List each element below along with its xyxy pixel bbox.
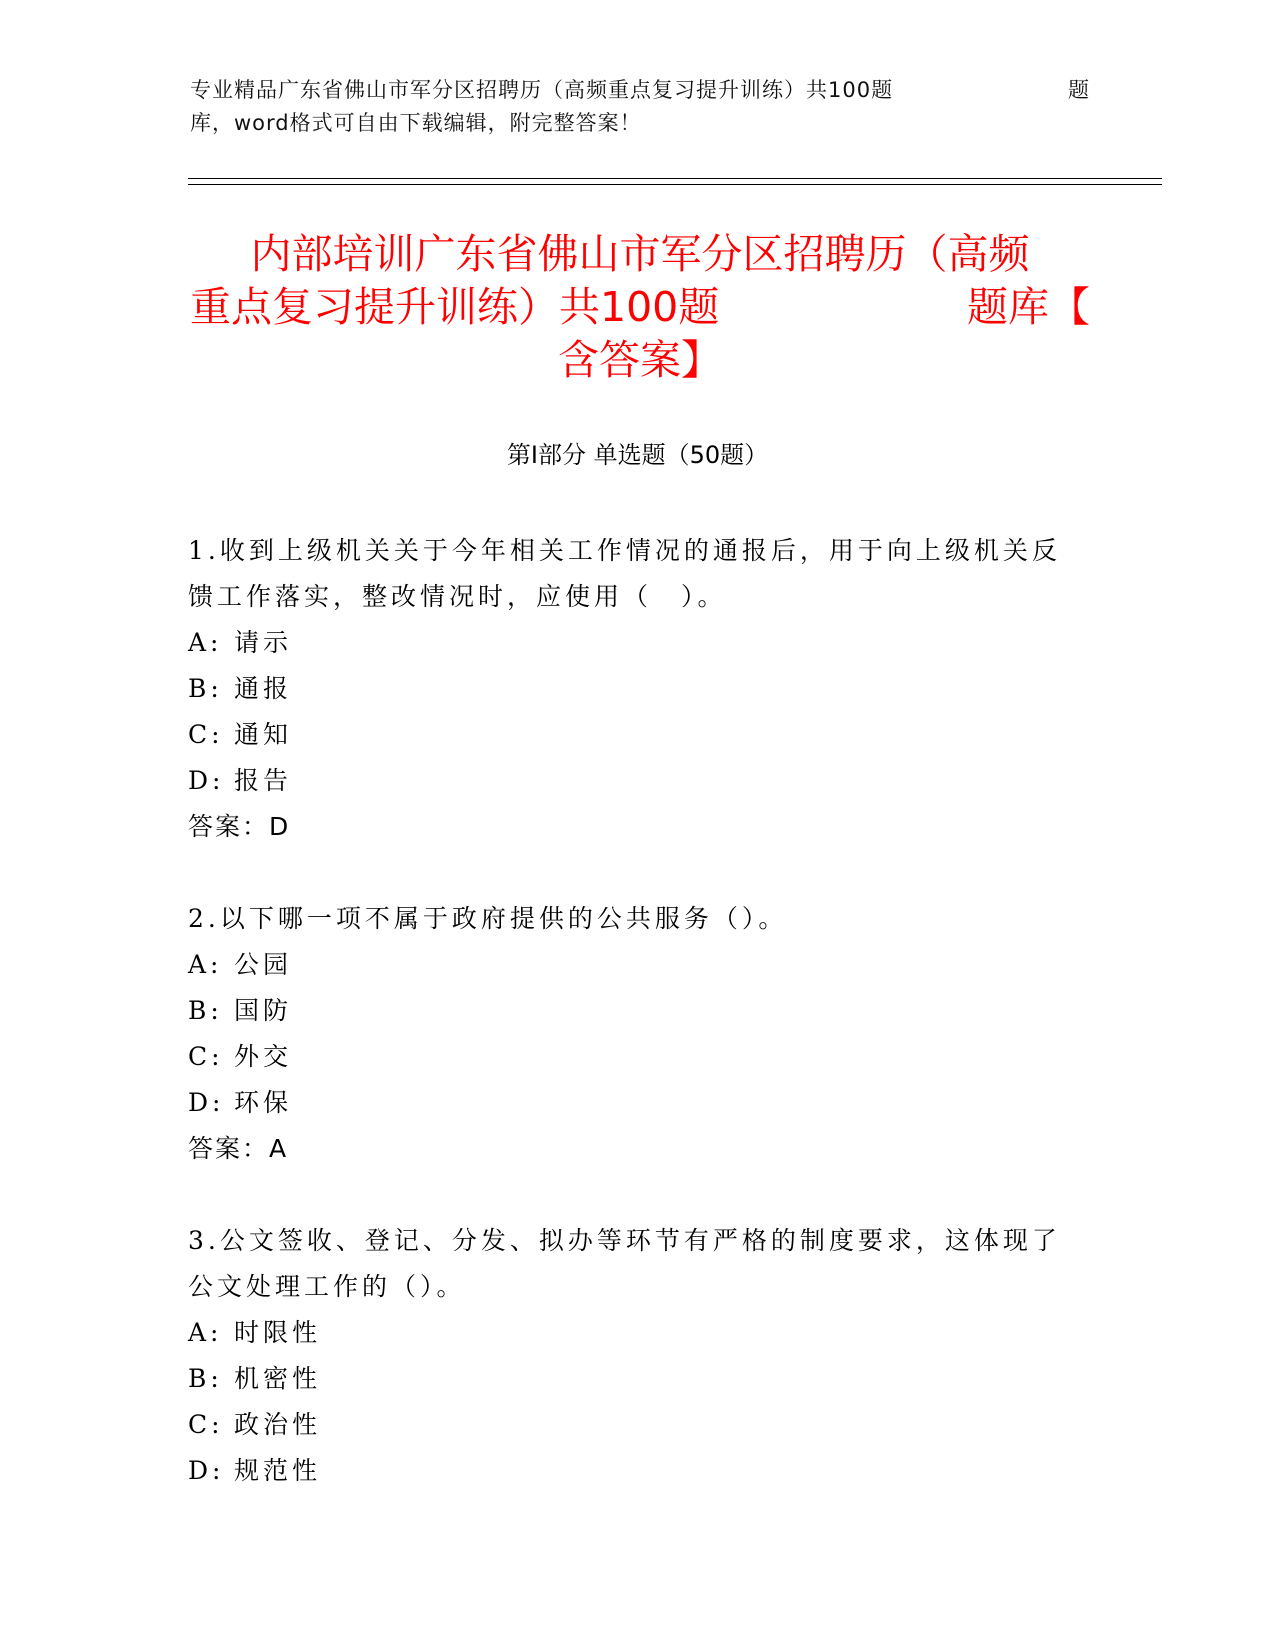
header-note-line1 (190, 74, 1090, 107)
title-line-2 (190, 281, 1090, 334)
option-text: 报告 (234, 766, 293, 795)
answer-line: 答案：A (188, 1134, 289, 1163)
option-a (188, 942, 1068, 988)
header-note (190, 74, 1090, 140)
header-note-line1-right: 题 (1068, 78, 1090, 102)
title-line-1: 内部培训广东省佛山市军分区招聘历（高频 (250, 230, 1030, 278)
option-letter: D: (188, 766, 225, 795)
option-b (188, 666, 1068, 712)
option-letter: C: (188, 1042, 224, 1071)
option-text: 规范性 (234, 1456, 322, 1485)
option-letter: C: (188, 1410, 224, 1439)
question-2 (188, 896, 1068, 1218)
option-letter: A: (188, 628, 223, 657)
title-line-2-left: 重点复习提升训练）共100题 (190, 283, 720, 331)
option-d (188, 1448, 1068, 1494)
question-spacer (188, 850, 1068, 896)
header-divider-bottom (188, 184, 1162, 185)
section-heading: 第I部分 单选题（50题） (506, 441, 769, 469)
option-letter: B: (188, 674, 223, 703)
document-title (190, 228, 1090, 387)
option-c (188, 1034, 1068, 1080)
question-list (188, 528, 1068, 1494)
question-stem: 2.以下哪一项不属于政府提供的公共服务（）。 (188, 904, 788, 933)
option-d (188, 1080, 1068, 1126)
option-letter: A: (188, 1318, 223, 1347)
header-note-line1-left: 专业精品广东省佛山市军分区招聘历（高频重点复习提升训练）共100题 (190, 78, 894, 102)
option-text: 时限性 (234, 1318, 322, 1347)
question-3 (188, 1218, 1068, 1494)
option-text: 外交 (234, 1042, 293, 1071)
option-text: 通报 (234, 674, 293, 703)
option-text: 机密性 (234, 1364, 322, 1393)
option-a (188, 620, 1068, 666)
option-letter: D: (188, 1088, 225, 1117)
question-stem: 3.公文签收、登记、分发、拟办等环节有严格的制度要求，这体现了公文处理工作的（）。 (188, 1226, 1061, 1301)
option-text: 公园 (234, 950, 293, 979)
answer-line: 答案：D (188, 812, 291, 841)
option-text: 国防 (234, 996, 293, 1025)
header-note-line2: 库，word格式可自由下载编辑，附完整答案！ (190, 111, 642, 135)
option-b (188, 988, 1068, 1034)
question-spacer (188, 1172, 1068, 1218)
option-c (188, 712, 1068, 758)
option-a (188, 1310, 1068, 1356)
option-c (188, 1402, 1068, 1448)
question-stem: 1.收到上级机关关于今年相关工作情况的通报后，用于向上级机关反馈工作落实，整改情况时，应使用（ ）。 (188, 536, 1061, 611)
header-divider-top (188, 178, 1162, 179)
option-letter: A: (188, 950, 223, 979)
option-text: 通知 (234, 720, 293, 749)
option-d (188, 758, 1068, 804)
option-letter: B: (188, 1364, 223, 1393)
question-1 (188, 528, 1068, 896)
option-b (188, 1356, 1068, 1402)
option-letter: D: (188, 1456, 225, 1485)
title-line-2-right: 题库【 (967, 283, 1090, 331)
option-text: 政治性 (234, 1410, 322, 1439)
option-letter: C: (188, 720, 224, 749)
option-text: 环保 (234, 1088, 293, 1117)
option-text: 请示 (234, 628, 293, 657)
title-line-3: 含答案】 (558, 336, 722, 384)
option-letter: B: (188, 996, 223, 1025)
